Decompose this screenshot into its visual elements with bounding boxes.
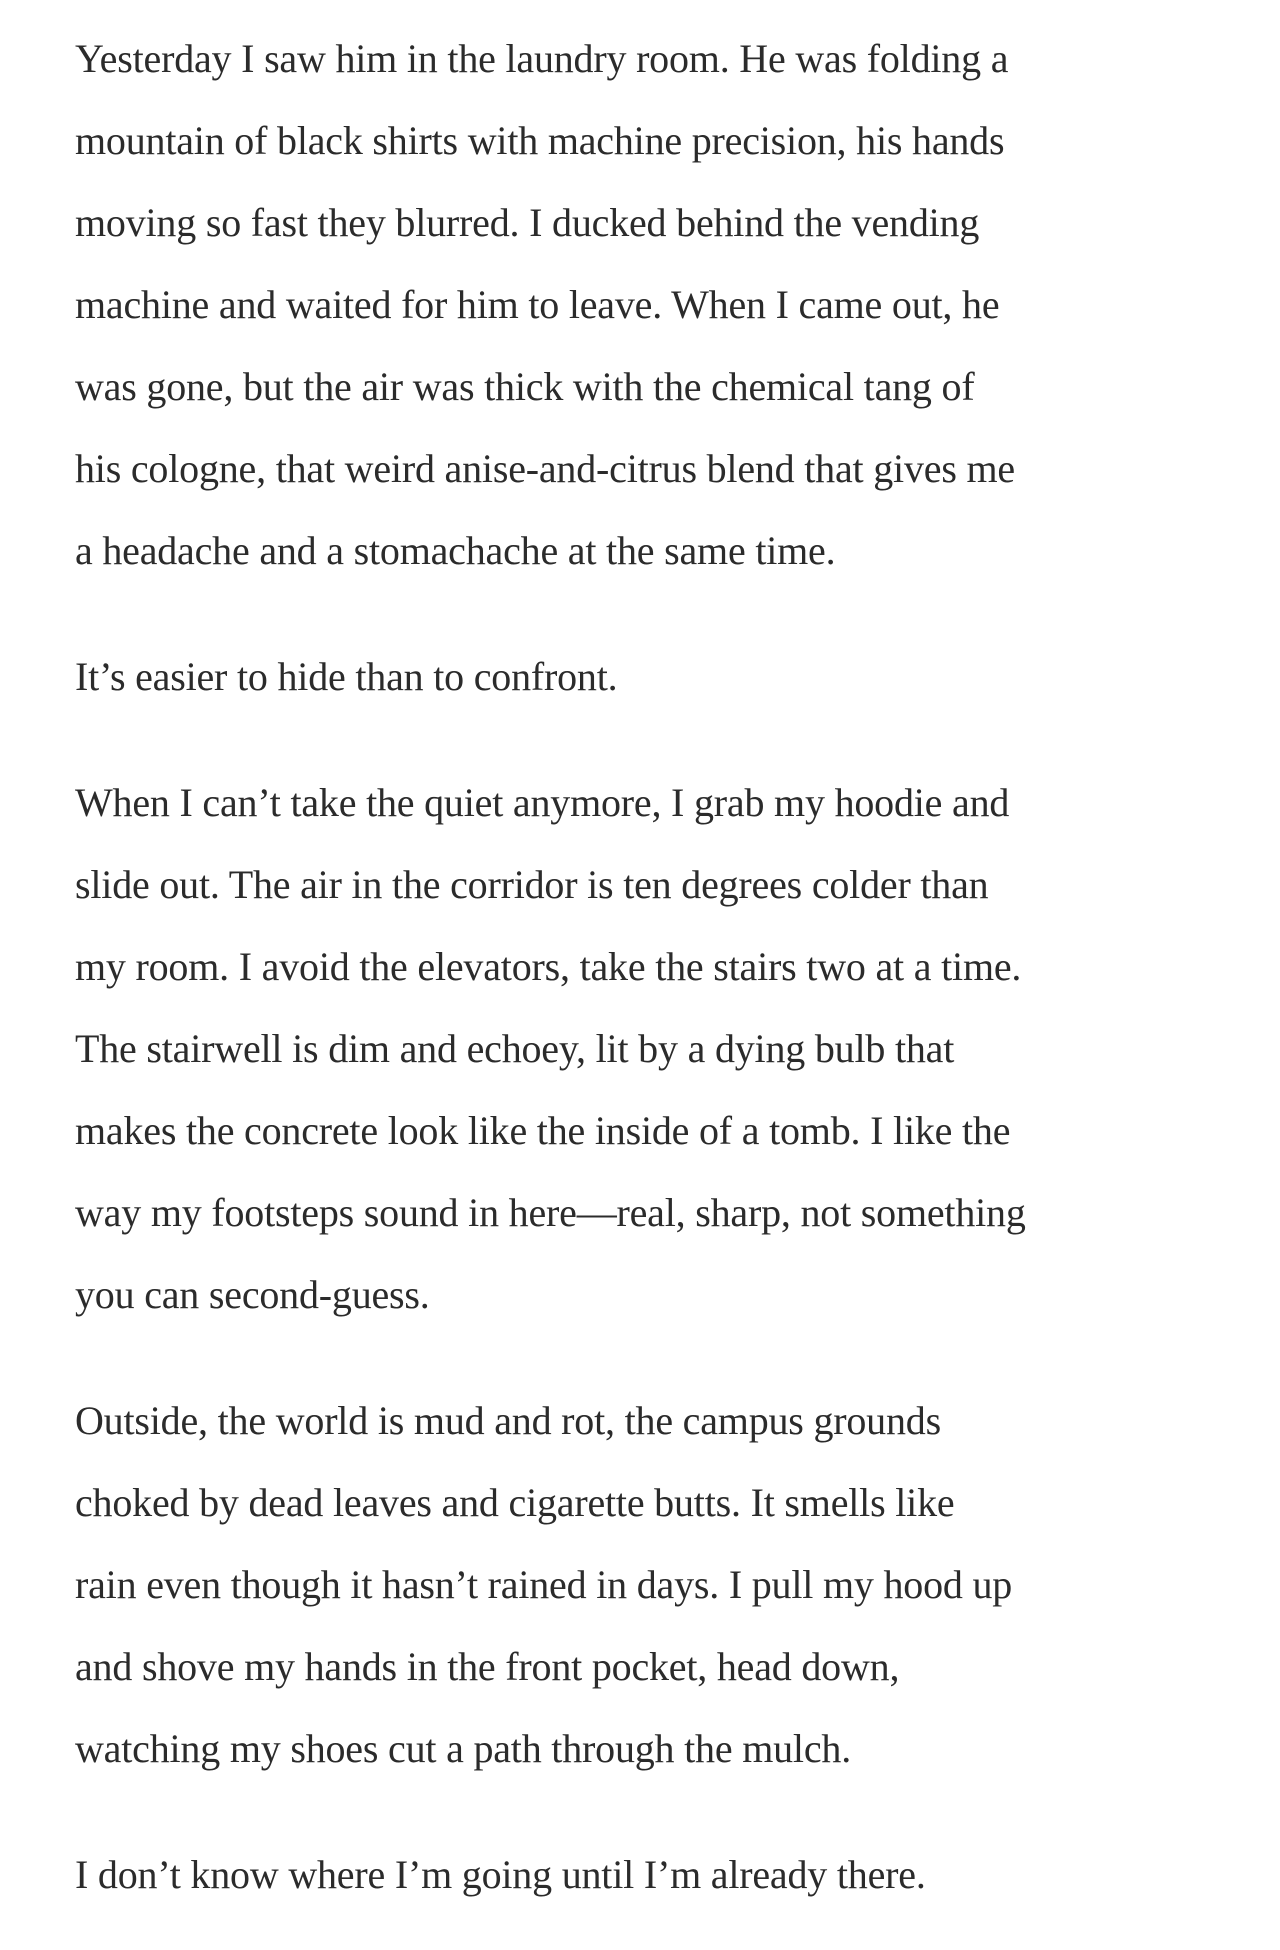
text-line: and shove my hands in the front pocket, head down,	[75, 1644, 900, 1689]
text-line: moving so fast they blurred. I ducked behind the vending	[75, 200, 980, 245]
text-line: It’s easier to hide than to confront.	[75, 654, 618, 699]
text-line: was gone, but the air was thick with the chemical tang of	[75, 364, 975, 409]
paragraph-4	[75, 1380, 1235, 1790]
text-line: slide out. The air in the corridor is ten degrees colder than	[75, 862, 989, 907]
text-line: choked by dead leaves and cigarette butts. It smells like	[75, 1480, 955, 1525]
paragraph-gap	[75, 718, 1235, 762]
text-line: way my footsteps sound in here—real, sharp, not something	[75, 1190, 1026, 1235]
paragraph-2	[75, 636, 1235, 718]
text-line: a headache and a stomachache at the same time.	[75, 528, 836, 573]
text-line: my room. I avoid the elevators, take the stairs two at a time.	[75, 944, 1022, 989]
text-line: you can second-guess.	[75, 1272, 430, 1317]
text-line: I don’t know where I’m going until I’m already there.	[75, 1852, 926, 1897]
text-line: When I can’t take the quiet anymore, I grab my hoodie and	[75, 780, 1010, 825]
paragraph-gap	[75, 592, 1235, 636]
text-line: mountain of black shirts with machine precision, his hands	[75, 118, 1005, 163]
text-line: watching my shoes cut a path through the mulch.	[75, 1726, 851, 1771]
text-line: machine and waited for him to leave. When I came out, he	[75, 282, 1000, 327]
paragraph-1	[75, 18, 1235, 592]
text-line: makes the concrete look like the inside of a tomb. I like the	[75, 1108, 1011, 1153]
text-line: rain even though it hasn’t rained in days. I pull my hood up	[75, 1562, 1013, 1607]
text-line: his cologne, that weird anise-and-citrus blend that gives me	[75, 446, 1015, 491]
paragraph-5	[75, 1834, 1235, 1916]
text-line: Outside, the world is mud and rot, the campus grounds	[75, 1398, 941, 1443]
paragraph-gap	[75, 1336, 1235, 1380]
paragraph-gap	[75, 1790, 1235, 1834]
text-line: Yesterday I saw him in the laundry room. He was folding a	[75, 36, 1009, 81]
document-body	[75, 18, 1235, 1916]
paragraph-3	[75, 762, 1235, 1336]
text-line: The stairwell is dim and echoey, lit by a dying bulb that	[75, 1026, 955, 1071]
